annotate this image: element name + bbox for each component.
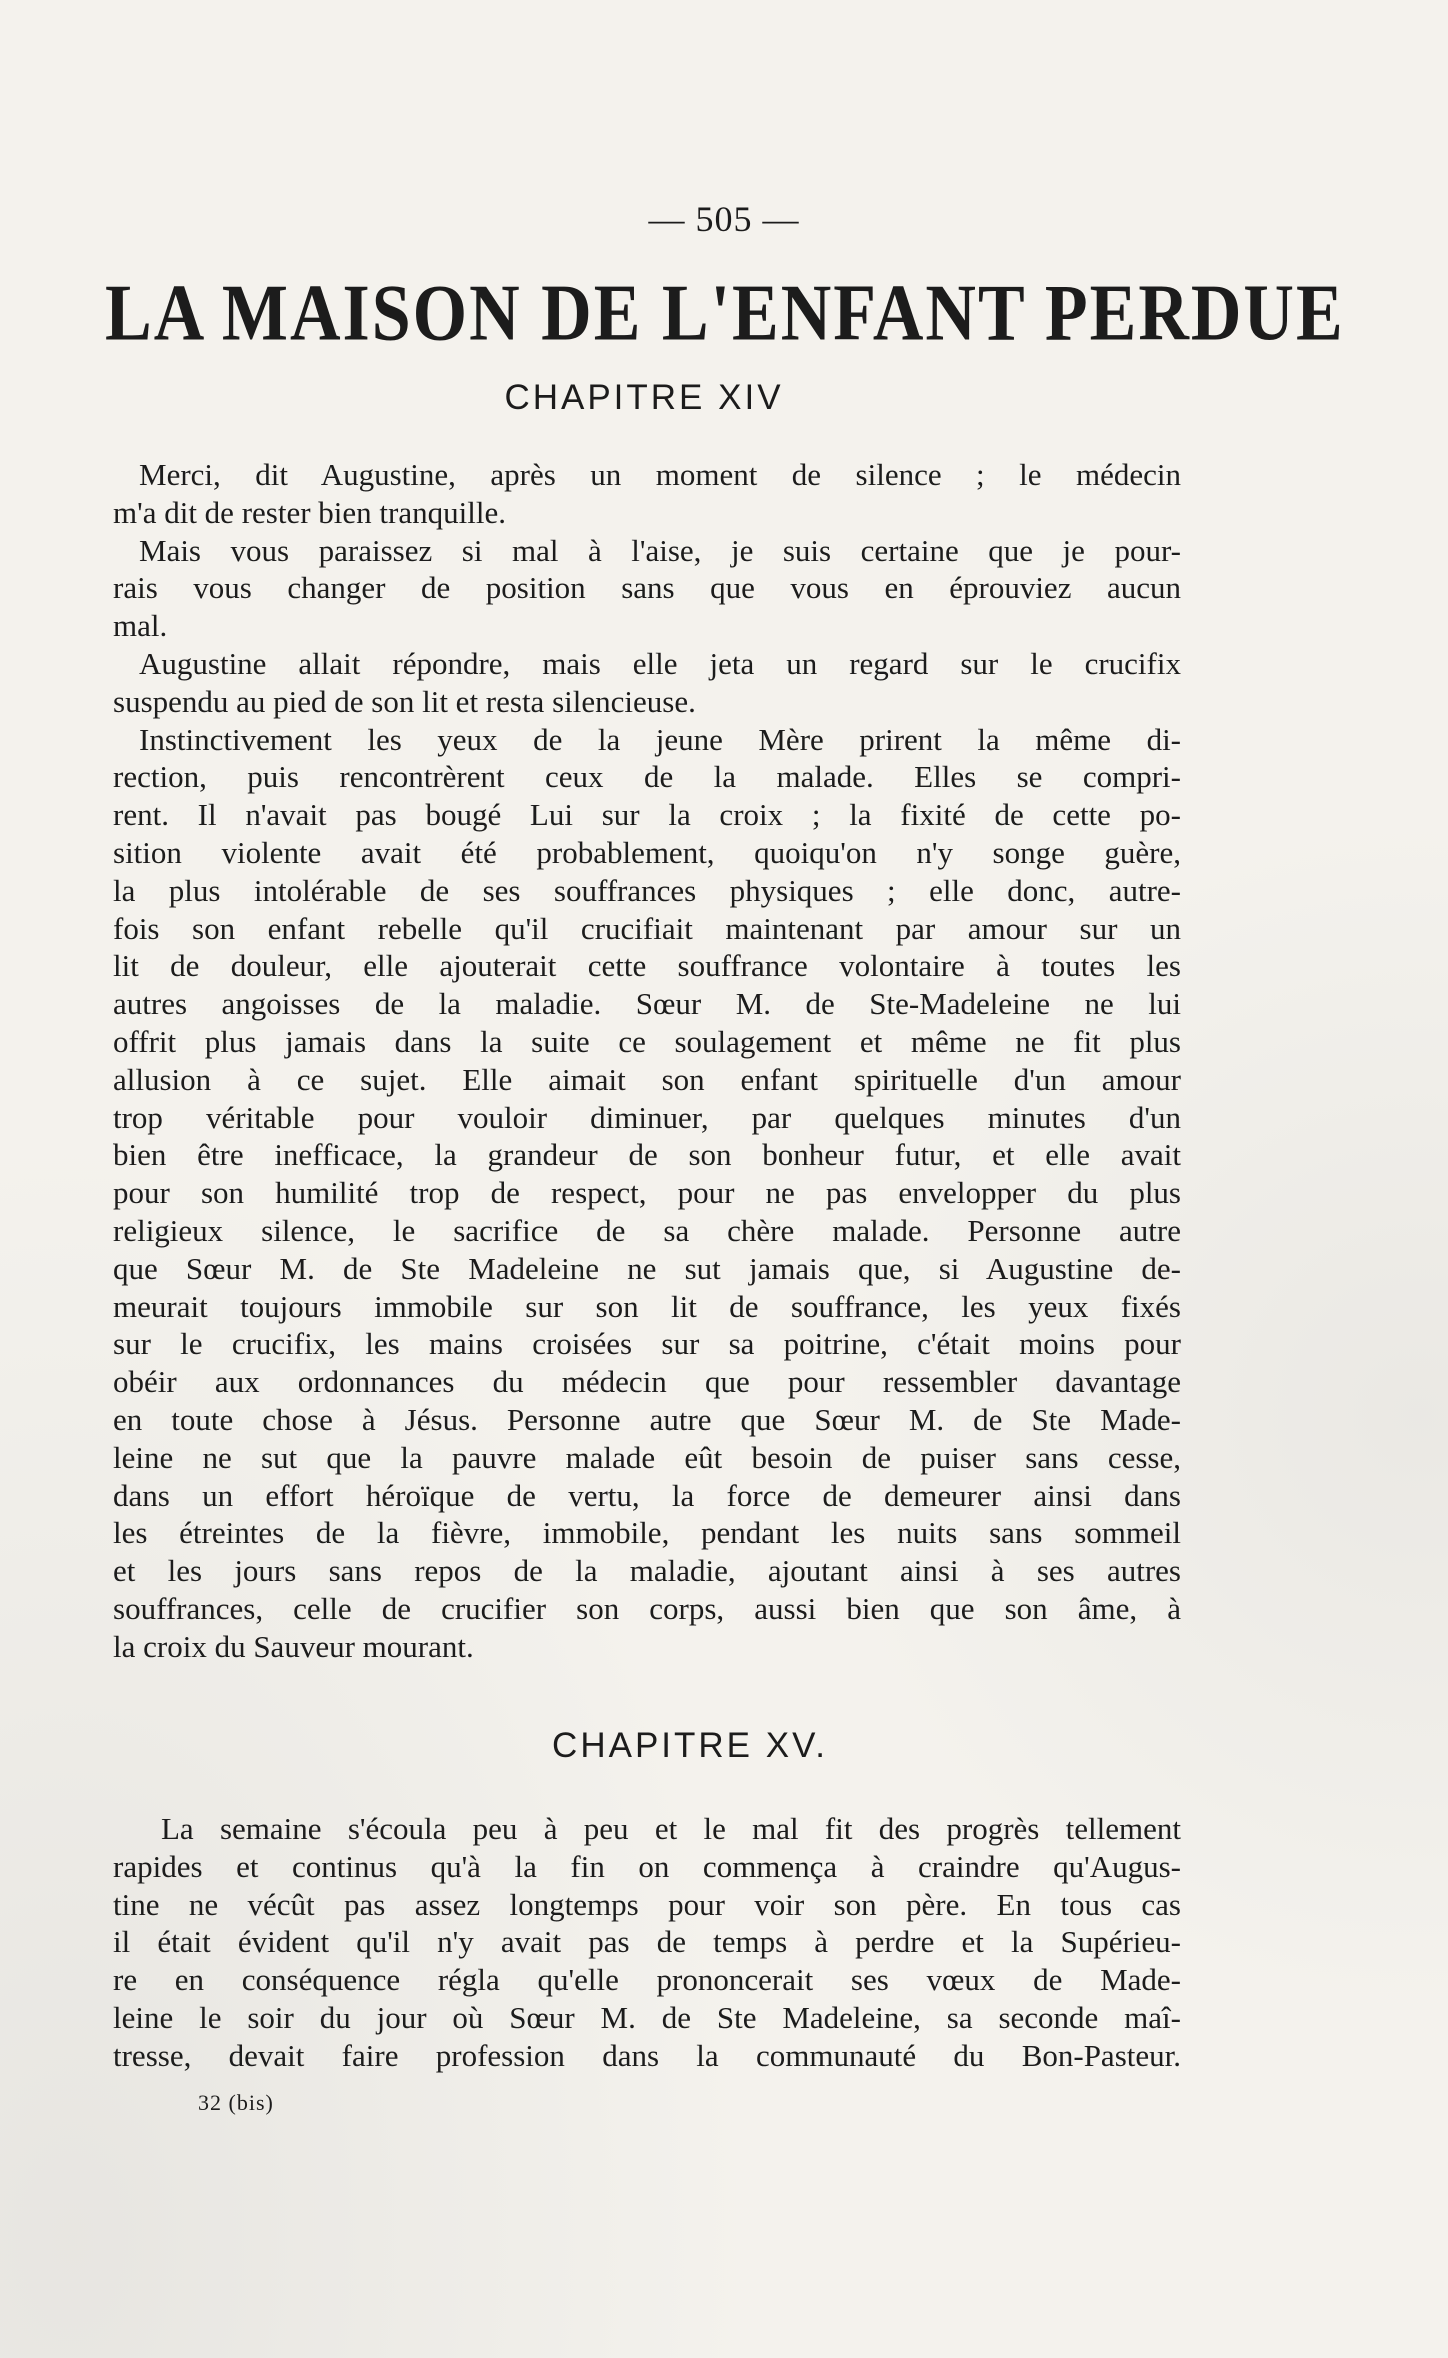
text-line: leine le soir du jour où Sœur M. de Ste Madeleine, sa seconde maî-	[113, 1999, 1181, 2035]
text-line: meurait toujours immobile sur son lit de souffrance, les yeux fixés	[113, 1288, 1181, 1324]
text-line: rapides et continus qu'à la fin on commença à craindre qu'Augus-	[113, 1848, 1181, 1884]
text-line: tresse, devait faire profession dans la communauté du Bon-Pasteur.	[113, 2037, 1181, 2073]
text-line: en toute chose à Jésus. Personne autre que Sœur M. de Ste Made-	[113, 1401, 1181, 1437]
printer-signature-mark: 32 (bis)	[198, 2090, 274, 2115]
chapter-xv-text	[113, 1810, 1181, 2075]
text-line: Merci, dit Augustine, après un moment de silence ; le médecin	[139, 457, 1181, 492]
text-line: souffrances, celle de crucifier son corps, aussi bien que son âme, à	[113, 1590, 1181, 1626]
text-line: sition violente avait été probablement, quoiqu'on n'y songe guère,	[113, 834, 1181, 870]
chapter-xiv-text	[113, 456, 1181, 1666]
text-line: trop véritable pour vouloir diminuer, par quelques minutes d'un	[113, 1099, 1181, 1135]
text-line: mal.	[113, 608, 168, 644]
text-line: Mais vous paraissez si mal à l'aise, je suis certaine que je pour-	[139, 532, 1181, 568]
text-line: sur le crucifix, les mains croisées sur sa poitrine, c'était moins pour	[113, 1326, 1181, 1362]
text-line: il était évident qu'il n'y avait pas de temps à perdre et la Supérieu-	[113, 1924, 1181, 1960]
text-line: tine ne vécût pas assez longtemps pour voir son père. En tous cas	[113, 1886, 1181, 1922]
book-title: LA MAISON DE L'ENFANT PERDUE	[105, 269, 1345, 358]
text-line: autres angoisses de la maladie. Sœur M. de Ste-Madeleine ne lui	[113, 986, 1181, 1022]
text-line: obéir aux ordonnances du médecin que pour ressembler davantage	[113, 1364, 1181, 1400]
text-line: m'a dit de rester bien tranquille.	[113, 494, 506, 530]
text-line: et les jours sans repos de la maladie, ajoutant ainsi à ses autres	[113, 1553, 1181, 1589]
text-line: que Sœur M. de Ste Madeleine ne sut jamais que, si Augustine de-	[113, 1250, 1181, 1286]
text-line: suspendu au pied de son lit et resta silencieuse.	[113, 683, 696, 719]
chapter-heading-xiv: CHAPITRE XIV	[504, 378, 784, 417]
page-number: — 505 —	[648, 199, 800, 239]
text-line: rais vous changer de position sans que vous en éprouviez aucun	[113, 570, 1181, 606]
text-line: bien être inefficace, la grandeur de son bonheur futur, et elle avait	[113, 1137, 1181, 1173]
chapter-heading-xv: CHAPITRE XV.	[552, 1726, 828, 1765]
text-line: rent. Il n'avait pas bougé Lui sur la croix ; la fixité de cette po-	[113, 797, 1181, 833]
text-line: leine ne sut que la pauvre malade eût besoin de puiser sans cesse,	[113, 1439, 1181, 1475]
text-line: dans un effort héroïque de vertu, la force de demeurer ainsi dans	[113, 1477, 1181, 1513]
text-line: la plus intolérable de ses souffrances physiques ; elle donc, autre-	[113, 872, 1181, 908]
text-line: rection, puis rencontrèrent ceux de la malade. Elles se compri-	[113, 759, 1181, 795]
text-line: Instinctivement les yeux de la jeune Mère prirent la même di-	[139, 721, 1181, 757]
text-line: re en conséquence régla qu'elle prononcerait ses vœux de Made-	[113, 1962, 1181, 1998]
text-line: la croix du Sauveur mourant.	[113, 1628, 474, 1664]
text-line: allusion à ce sujet. Elle aimait son enfant spirituelle d'un amour	[113, 1061, 1181, 1097]
text-line: lit de douleur, elle ajouterait cette souffrance volontaire à toutes les	[113, 948, 1181, 984]
text-line: les étreintes de la fièvre, immobile, pendant les nuits sans sommeil	[113, 1515, 1181, 1551]
text-line: pour son humilité trop de respect, pour ne pas envelopper du plus	[113, 1175, 1181, 1211]
text-line: religieux silence, le sacrifice de sa chère malade. Personne autre	[113, 1212, 1181, 1248]
text-line: Augustine allait répondre, mais elle jeta un regard sur le crucifix	[139, 645, 1181, 681]
text-line: offrit plus jamais dans la suite ce soulagement et même ne fit plus	[113, 1023, 1181, 1059]
text-line: fois son enfant rebelle qu'il crucifiait maintenant par amour sur un	[113, 910, 1181, 946]
text-line: La semaine s'écoula peu à peu et le mal fit des progrès tellement	[161, 1811, 1181, 1846]
